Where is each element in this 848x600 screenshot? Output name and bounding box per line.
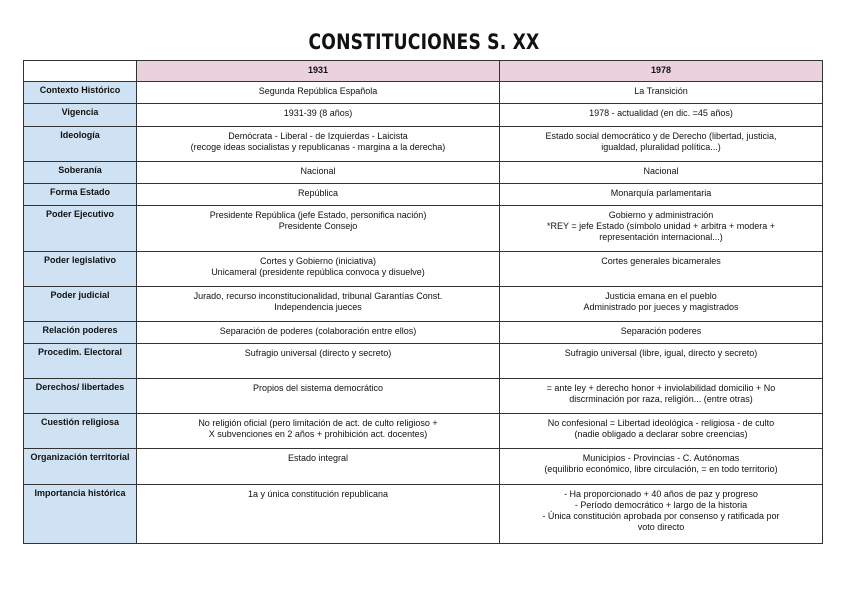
cell-line: igualdad, pluralidad política...) [601, 142, 721, 152]
cell-line: representación internacional...) [599, 232, 723, 242]
cell-line: Separación poderes [620, 326, 702, 336]
table-row [24, 127, 823, 162]
row-label: Ideología [24, 127, 137, 162]
cell-line: La Transición [634, 86, 688, 96]
row-label: Soberanía [24, 162, 137, 184]
table-row [24, 449, 823, 485]
cell-1931 [137, 104, 500, 127]
table-row [24, 104, 823, 127]
cell-1978 [500, 206, 823, 252]
cell-line: *REY = jefe Estado (símbolo unidad + arbitra + modera + [547, 221, 775, 231]
cell-line: (equilibrio económico, libre circulación, = en todo territorio) [544, 464, 778, 474]
cell-line: Cortes y Gobierno (iniciativa) [259, 256, 377, 266]
cell-1931 [137, 82, 500, 104]
page-title: CONSTITUCIONES S. XX [308, 30, 540, 54]
cell-line: discrminación por raza, religión... (entre otras) [569, 394, 753, 404]
cell-line: Independencia jueces [274, 302, 362, 312]
cell-line: (nadie obligado a declarar sobre creencias) [574, 429, 748, 439]
cell-1978 [500, 344, 823, 379]
header-1978: 1978 [500, 61, 823, 82]
cell-1978 [500, 485, 823, 544]
cell-line: - Única constitución aprobada por consenso y ratificada por [542, 511, 780, 521]
cell-1978 [500, 449, 823, 485]
table-row [24, 379, 823, 414]
cell-1931 [137, 322, 500, 344]
cell-1931 [137, 344, 500, 379]
cell-1931 [137, 127, 500, 162]
cell-line: Monarquía parlamentaria [610, 188, 712, 198]
cell-1978 [500, 162, 823, 184]
cell-line: No confesional = Libertad ideológica - religiosa - de culto [547, 418, 775, 428]
row-label: Organización territorial [24, 449, 137, 485]
cell-1978 [500, 322, 823, 344]
table-row [24, 344, 823, 379]
table-row [24, 287, 823, 322]
cell-1978 [500, 104, 823, 127]
table-row [24, 252, 823, 287]
cell-line: - Ha proporcionado + 40 años de paz y progreso [564, 489, 758, 499]
row-label: Vigencia [24, 104, 137, 127]
table-row [24, 414, 823, 449]
cell-line: Justicia emana en el pueblo [605, 291, 717, 301]
table-header-row [24, 61, 823, 82]
cell-line: Demócrata - Liberal - de Izquierdas - Laicista [228, 131, 408, 141]
table-row [24, 82, 823, 104]
cell-line: Presidente Consejo [278, 221, 358, 231]
table-body [24, 82, 823, 544]
cell-line: = ante ley + derecho honor + inviolabilidad domicilio + No [546, 383, 776, 393]
cell-line: Sufragio universal (libre, igual, directo y secreto) [564, 348, 758, 358]
cell-line: No religión oficial (pero limitación de act. de culto religioso + [198, 418, 438, 428]
row-label: Derechos/ libertades [24, 379, 137, 414]
row-label: Contexto Histórico [24, 82, 137, 104]
cell-line: Estado integral [287, 453, 349, 463]
cell-1978 [500, 127, 823, 162]
cell-1978 [500, 184, 823, 206]
row-label: Poder legislativo [24, 252, 137, 287]
cell-1931 [137, 414, 500, 449]
cell-line: Administrado por jueces y magistrados [583, 302, 739, 312]
cell-line: 1931-39 (8 años) [283, 108, 353, 118]
table-row [24, 206, 823, 252]
cell-line: Gobierno y administración [608, 210, 714, 220]
cell-line: República [297, 188, 339, 198]
cell-line: Estado social democrático y de Derecho (libertad, justicia, [545, 131, 777, 141]
cell-line: Separación de poderes (colaboración entre ellos) [219, 326, 417, 336]
table-row [24, 485, 823, 544]
cell-line: X subvenciones en 2 años + prohibición act. docentes) [208, 429, 428, 439]
cell-line: Nacional [643, 166, 679, 176]
row-label: Importancia histórica [24, 485, 137, 544]
cell-1931 [137, 449, 500, 485]
cell-line: Municipios - Provincias - C. Autónomas [582, 453, 740, 463]
cell-1978 [500, 379, 823, 414]
table-row [24, 162, 823, 184]
header-1931: 1931 [137, 61, 500, 82]
table-row [24, 184, 823, 206]
row-label: Poder judicial [24, 287, 137, 322]
cell-line: Sufragio universal (directo y secreto) [244, 348, 392, 358]
cell-1931 [137, 287, 500, 322]
cell-1978 [500, 287, 823, 322]
cell-line: (recoge ideas socialistas y republicanas - margina a la derecha) [190, 142, 446, 152]
row-label: Poder Ejecutivo [24, 206, 137, 252]
row-label: Relación poderes [24, 322, 137, 344]
row-label: Cuestión religiosa [24, 414, 137, 449]
constitutions-table [23, 60, 823, 544]
cell-line: 1978 - actualidad (en dic. =45 años) [589, 108, 733, 118]
cell-1978 [500, 82, 823, 104]
cell-line: Propios del sistema democrático [252, 383, 384, 393]
cell-1978 [500, 414, 823, 449]
cell-line: - Período democrático + largo de la historia [574, 500, 748, 510]
cell-line: Cortes generales bicamerales [601, 256, 721, 266]
table-row [24, 322, 823, 344]
header-corner [24, 61, 137, 82]
cell-1931 [137, 485, 500, 544]
cell-line: Presidente República (jefe Estado, personifica nación) [209, 210, 427, 220]
cell-1978 [500, 252, 823, 287]
cell-line: Jurado, recurso inconstitucionalidad, tribunal Garantías Const. [193, 291, 443, 301]
cell-line: Unicameral (presidente república convoca y disuelve) [211, 267, 425, 277]
row-label: Procedim. Electoral [24, 344, 137, 379]
cell-1931 [137, 206, 500, 252]
cell-1931 [137, 184, 500, 206]
cell-1931 [137, 379, 500, 414]
cell-line: voto directo [637, 522, 685, 532]
cell-1931 [137, 162, 500, 184]
cell-line: Segunda República Española [258, 86, 378, 96]
cell-line: 1a y única constitución republicana [247, 489, 389, 499]
cell-1931 [137, 252, 500, 287]
row-label: Forma Estado [24, 184, 137, 206]
cell-line: Nacional [300, 166, 336, 176]
